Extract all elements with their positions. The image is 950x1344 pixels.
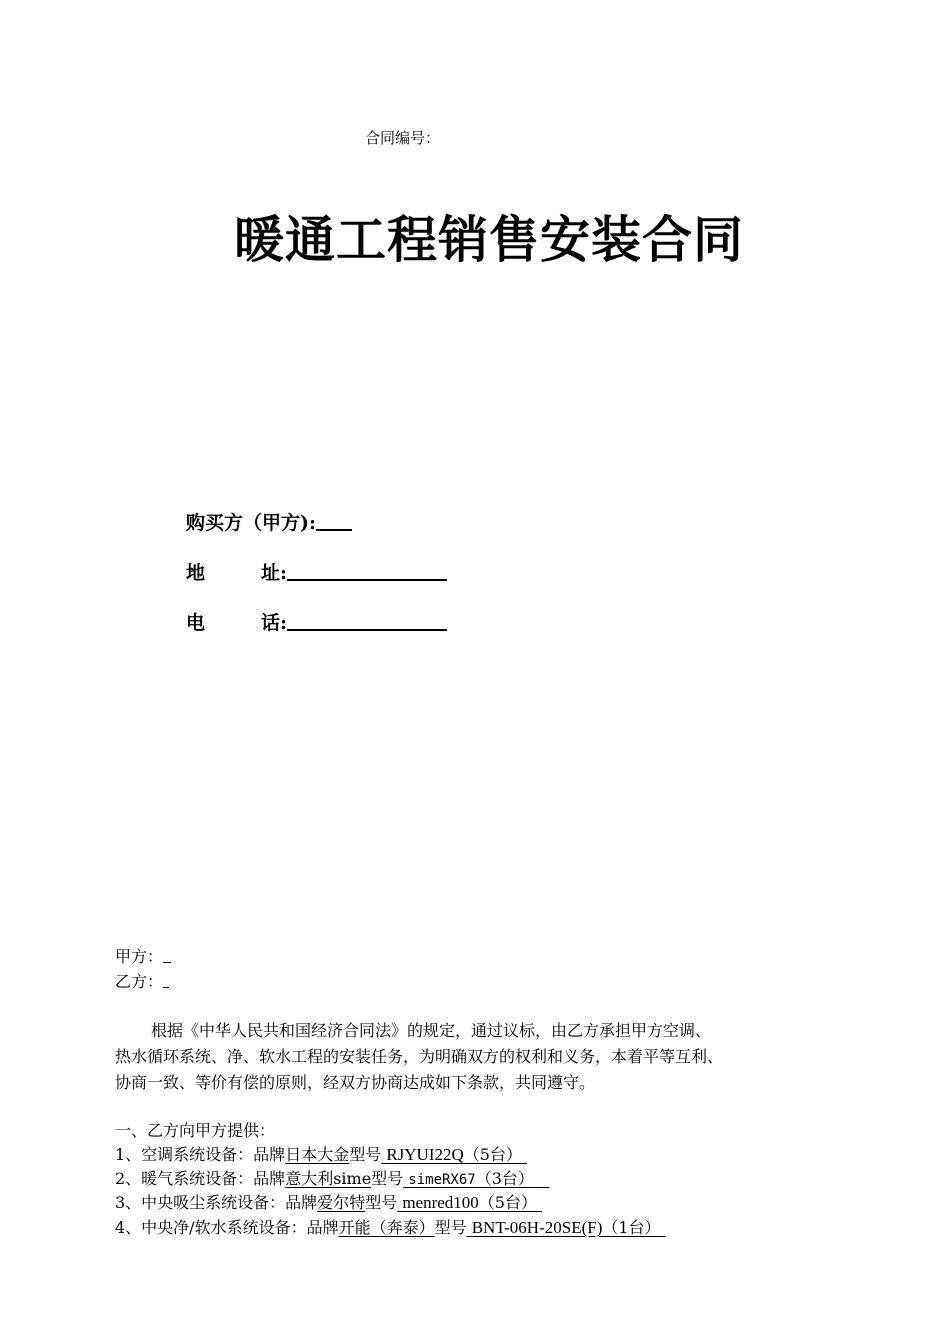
equipment-item (115, 1191, 542, 1215)
item-model-label: 型号 (349, 1145, 382, 1164)
address-line (186, 558, 447, 585)
party-b-line (115, 970, 169, 994)
item-prefix: 3、中央吸尘系统设备：品牌 (115, 1193, 318, 1212)
party-a-blank (163, 948, 171, 963)
phone-line (186, 608, 447, 635)
item-qty: （3台） (475, 1169, 534, 1188)
phone-label-first: 电 (186, 612, 206, 634)
equipment-item (115, 1167, 549, 1192)
item-model: RJYUI22Q (386, 1145, 464, 1164)
equipment-item (115, 1216, 666, 1240)
preamble-line-2: 热水循环系统、净、软水工程的安装任务，为明确双方的权利和义务，本着平等互利、 (115, 1047, 724, 1066)
party-b-blank (163, 973, 169, 988)
item-brand: 意大利sime (285, 1169, 372, 1188)
item-model-label: 型号 (371, 1169, 404, 1188)
preamble-paragraph (115, 1018, 855, 1096)
address-blank (287, 561, 447, 581)
item-qty: （5台） (463, 1145, 522, 1164)
item-model: BNT-06H-20SE(F) (471, 1218, 603, 1237)
item-prefix: 1、空调系统设备：品牌 (115, 1145, 286, 1164)
item-brand: 爱尔特 (317, 1193, 366, 1212)
item-prefix: 2、暖气系统设备：品牌 (115, 1169, 286, 1188)
item-model-label: 型号 (365, 1193, 398, 1212)
address-label-second: 址: (261, 562, 288, 584)
section-1-heading: 一、乙方向甲方提供： (115, 1121, 276, 1140)
item-qty: （5台） (478, 1193, 537, 1212)
equipment-item (115, 1143, 527, 1167)
item-model-label: 型号 (434, 1218, 467, 1237)
phone-blank (287, 611, 447, 631)
phone-label-second: 话: (261, 612, 288, 634)
item-qty: （1台） (602, 1218, 661, 1237)
item-brand: 日本大金 (285, 1145, 350, 1164)
item-model: simeRX67 (408, 1172, 476, 1188)
buyer-blank (316, 511, 352, 531)
item-brand: 开能（奔泰） (338, 1218, 435, 1237)
party-b-label: 乙方： (115, 972, 164, 991)
preamble-line-3: 协商一致、等价有偿的原则，经双方协商达成如下条款，共同遵守。 (115, 1073, 596, 1092)
item-model: menred100 (402, 1193, 479, 1212)
contract-number-label: 合同编号： (365, 129, 441, 147)
buyer-line (186, 508, 352, 535)
party-a-label: 甲方： (115, 947, 164, 966)
item-prefix: 4、中央净/软水系统设备：品牌 (115, 1218, 339, 1237)
buyer-label: 购买方（甲方): (186, 512, 317, 534)
document-title: 暖通工程销售安装合同 (234, 211, 744, 269)
party-a-line (115, 945, 171, 969)
preamble-line-1: 根据《中华人民共和国经济合同法》的规定，通过议标，由乙方承担甲方空调、 (151, 1021, 712, 1040)
address-label-first: 地 (186, 562, 206, 584)
